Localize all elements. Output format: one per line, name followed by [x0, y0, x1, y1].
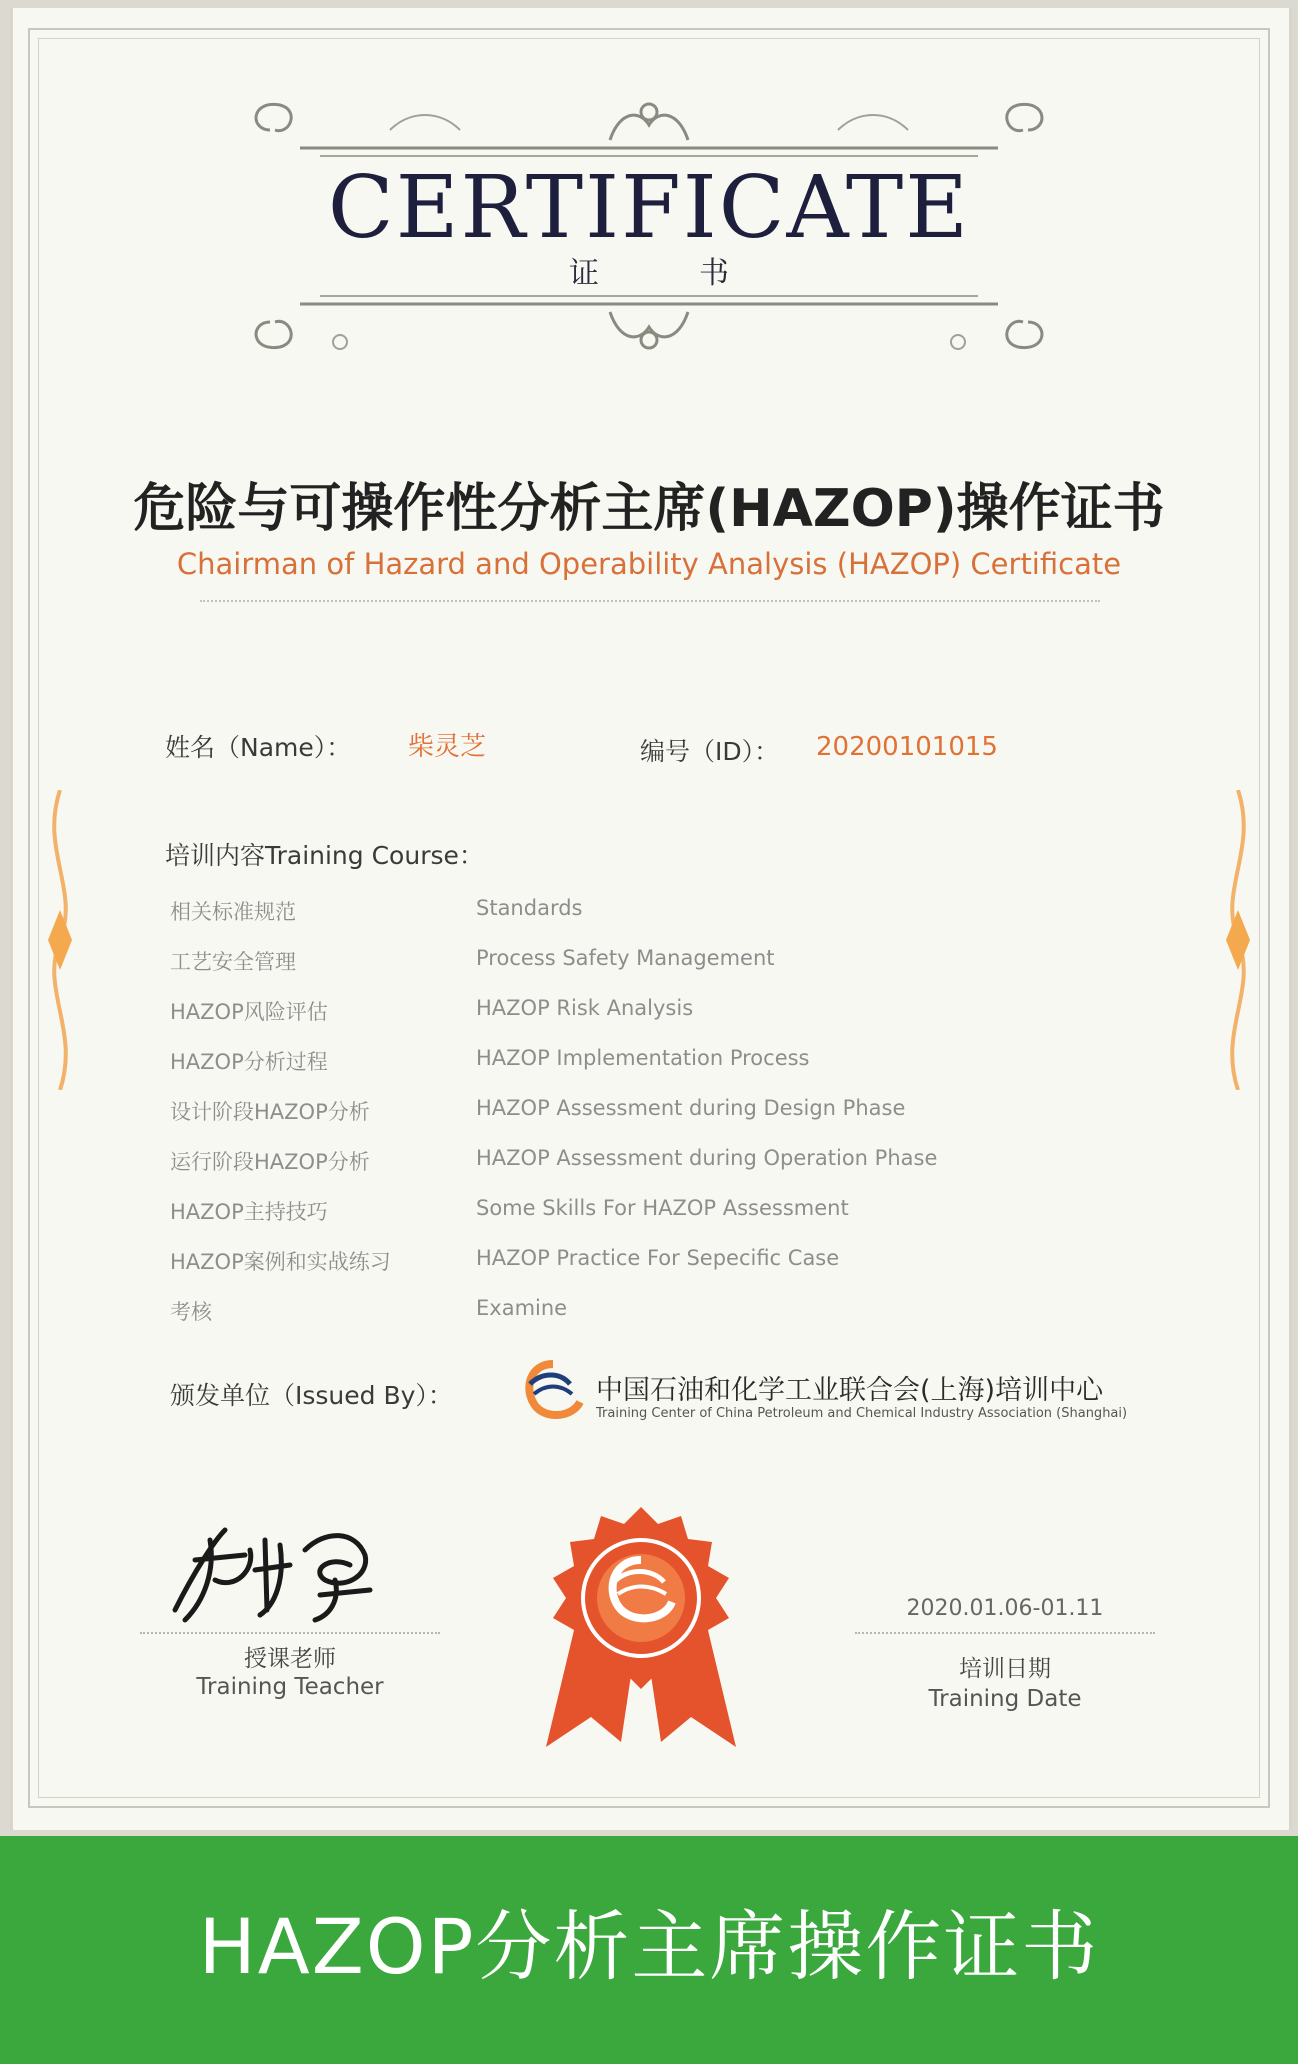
- course-cn: 相关标准规范: [170, 900, 296, 924]
- teacher-label-en: Training Teacher: [196, 1674, 384, 1700]
- id-label: 编号（ID）：: [640, 737, 780, 766]
- course-row: [0, 896, 1298, 936]
- training-date-label-en: Training Date: [928, 1686, 1082, 1712]
- course-row: [0, 1146, 1298, 1186]
- course-cn: 考核: [170, 1300, 212, 1324]
- course-heading: 培训内容Training Course：: [165, 841, 484, 870]
- certificate-heading: CERTIFICATE: [327, 158, 971, 258]
- bottom-ornament-icon: [240, 282, 1058, 372]
- course-cn: 工艺安全管理: [170, 950, 296, 974]
- training-date-line: [855, 1632, 1155, 1634]
- course-row: [0, 1096, 1298, 1136]
- course-cn: HAZOP分析过程: [170, 1050, 328, 1074]
- course-en: Standards: [476, 896, 583, 920]
- training-date-value: 2020.01.06-01.11: [906, 1596, 1104, 1621]
- course-en: HAZOP Assessment during Operation Phase: [476, 1146, 938, 1170]
- left-side-ornament-icon: [40, 790, 80, 1090]
- course-row: [0, 1196, 1298, 1236]
- award-seal-icon: [536, 1502, 746, 1752]
- certificate-heading-cn: 证书: [569, 256, 829, 291]
- course-cn: 设计阶段HAZOP分析: [170, 1100, 370, 1124]
- course-row: [0, 1246, 1298, 1286]
- course-en: HAZOP Practice For Sepecific Case: [476, 1246, 840, 1270]
- course-en: Examine: [476, 1296, 568, 1320]
- training-date-label-cn: 培训日期: [959, 1656, 1051, 1682]
- name-label: 姓名（Name）：: [165, 733, 352, 762]
- certificate-title-cn: 危险与可操作性分析主席(HAZOP)操作证书: [133, 479, 1165, 539]
- caption-banner-text: HAZOP分析主席操作证书: [198, 1902, 1100, 1991]
- course-cn: HAZOP案例和实战练习: [170, 1250, 391, 1274]
- issuer-logo-icon: [520, 1358, 586, 1424]
- course-row: [0, 1046, 1298, 1086]
- right-side-ornament-icon: [1218, 790, 1258, 1090]
- course-cn: 运行阶段HAZOP分析: [170, 1150, 370, 1174]
- id-value: 20200101015: [816, 732, 998, 762]
- teacher-signature-icon: [155, 1510, 395, 1630]
- course-en: HAZOP Implementation Process: [476, 1046, 810, 1070]
- course-en: Process Safety Management: [476, 946, 775, 970]
- course-row: [0, 1296, 1298, 1336]
- course-row: [0, 996, 1298, 1036]
- teacher-signature-line: [140, 1632, 440, 1634]
- course-cn: HAZOP主持技巧: [170, 1200, 328, 1224]
- name-value: 柴灵芝: [408, 732, 487, 762]
- title-divider: [200, 600, 1100, 602]
- issued-by-label: 颁发单位（Issued By）：: [170, 1381, 453, 1410]
- course-en: HAZOP Risk Analysis: [476, 996, 694, 1020]
- teacher-label-cn: 授课老师: [244, 1646, 336, 1672]
- course-cn: HAZOP风险评估: [170, 1000, 328, 1024]
- certificate-title-en: Chairman of Hazard and Operability Analysis (HAZOP) Certificate: [176, 547, 1122, 581]
- issuer-name-cn: 中国石油和化学工业联合会(上海)培训中心: [596, 1375, 1104, 1406]
- issuer-name-en: Training Center of China Petroleum and Chemical Industry Association (Shanghai): [596, 1406, 1128, 1421]
- course-en: HAZOP Assessment during Design Phase: [476, 1096, 906, 1120]
- course-en: Some Skills For HAZOP Assessment: [476, 1196, 849, 1220]
- course-row: [0, 946, 1298, 986]
